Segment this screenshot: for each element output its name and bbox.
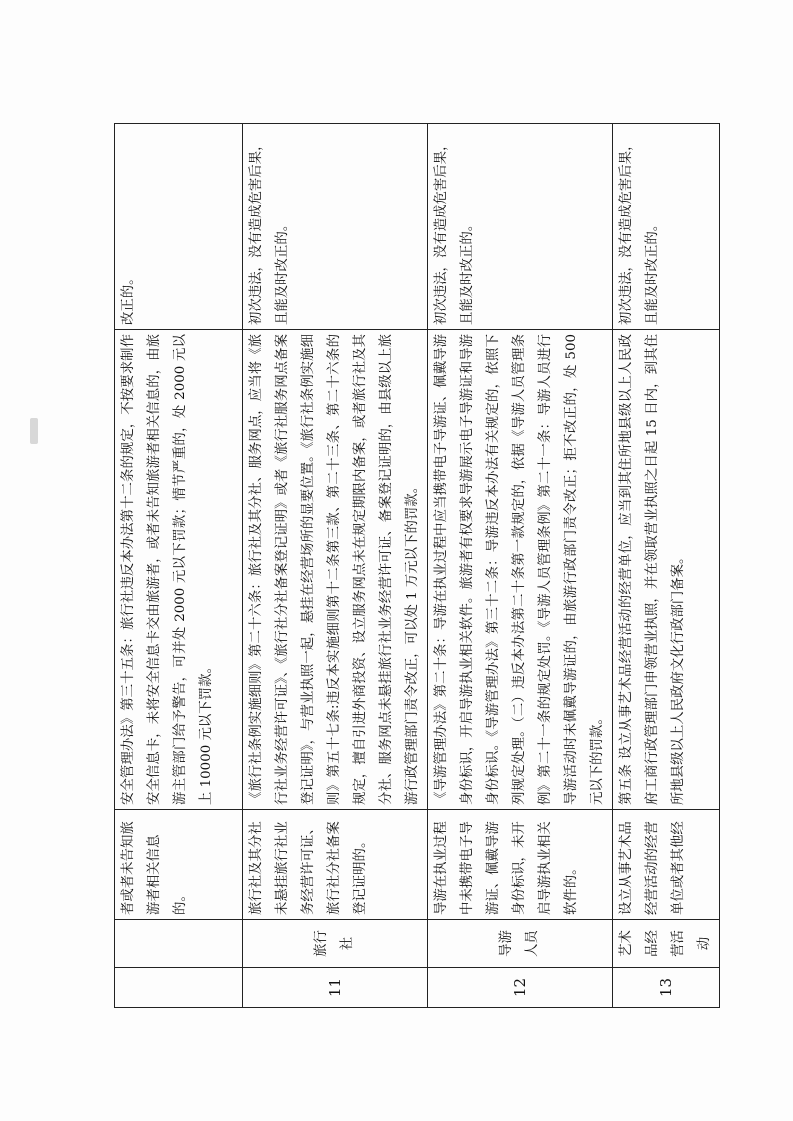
row-legal-basis: 安全管理办法》第三十五条：旅行社违反本办法第十二条的规定，不按要求制作安全信息卡，未将安全信息卡交由旅游者，或者未告知旅游者相关信息的，由旅游主管部门给予警告，可并处 2000 元以下罚款；情节严重的，处 2000 元以上 10000 元以下罚款。 <box>115 330 243 810</box>
binding-hole-mark <box>30 418 38 444</box>
row-number: 12 <box>428 968 613 1008</box>
row-legal-basis: 《旅行社条例实施细则》第二十六条：旅行社及其分社、服务网点，应当将《旅行社业务经营许可证》、《旅行社分社备案登记证明》或者《旅行社服务网点备案登记证明》，与营业执照一起，悬挂在经营场所的显要位置。《旅行社条例实施细则》第五十七条:违反本实施细则第十二条第三款、第二十三条、第二十六条的规定，擅自引进外商投资、设立服务网点未在规定期限内备案，或者旅行社及其分社、服务网点未悬挂旅行社业务经营许可证、备案登记证明的，由县级以上旅游行政管理部门责令改正，可以处 1 万元以下的罚款。 <box>243 330 428 810</box>
row-legal-basis: 《导游管理办法》第二十条：导游在执业过程中应当携带电子导游证、佩戴导游身份标识，开启导游执业相关软件。旅游者有权要求导游展示电子导游证和导游身份标识。《导游管理办法》第三十二条：导游违反本办法有关规定的，依照下列规定处理。（二）违反本办法第二十条第一款规定的，依据《导游人员管理条例》第二十一条的规定处罚。《导游人员管理条例》第二十一条：导游人员进行导游活动时未佩戴导游证的，由旅游行政部门责令改正；拒不改正的，处 500 元以下的罚款。 <box>428 330 613 810</box>
row-number: 13 <box>613 968 720 1008</box>
table-row <box>115 124 243 1008</box>
row-violation-condition: 者或者未告知旅游者相关信息的。 <box>115 810 243 920</box>
table-row <box>243 124 428 1008</box>
penalty-exemption-table <box>114 123 720 1008</box>
row-category: 旅行社 <box>243 920 428 968</box>
row-violation-condition: 旅行社及其分社未悬挂旅行社业务经营许可证、旅行社分社备案登记证明的。 <box>243 810 428 920</box>
row-category <box>115 920 243 968</box>
row-exemption-standard: 改正的。 <box>115 124 243 330</box>
row-violation-condition: 导游在执业过程中未携带电子导游证、佩戴导游身份标识，未开启导游执业相关软件的。 <box>428 810 613 920</box>
table-row <box>613 124 720 1008</box>
row-legal-basis: 第五条 设立从事艺术品经营活动的经营单位，应当到其住所地县级以上人民政府工商行政管理部门申领营业执照，并在领取营业执照之日起 15 日内，到其住所地县级以上人民政府文化行政部门备案。 <box>613 330 720 810</box>
table-row <box>428 124 613 1008</box>
row-violation-condition: 设立从事艺术品经营活动的经营单位或者其他经 <box>613 810 720 920</box>
row-category: 艺术品经营活动 <box>613 920 720 968</box>
row-exemption-standard: 初次违法，没有造成危害后果，且能及时改正的。 <box>428 124 613 330</box>
row-number <box>115 968 243 1008</box>
rotated-table-sheet <box>114 124 712 1008</box>
row-category: 导游人员 <box>428 920 613 968</box>
row-exemption-standard: 初次违法，没有造成危害后果，且能及时改正的。 <box>243 124 428 330</box>
row-exemption-standard: 初次违法，没有造成危害后果，且能及时改正的。 <box>613 124 720 330</box>
row-number: 11 <box>243 968 428 1008</box>
